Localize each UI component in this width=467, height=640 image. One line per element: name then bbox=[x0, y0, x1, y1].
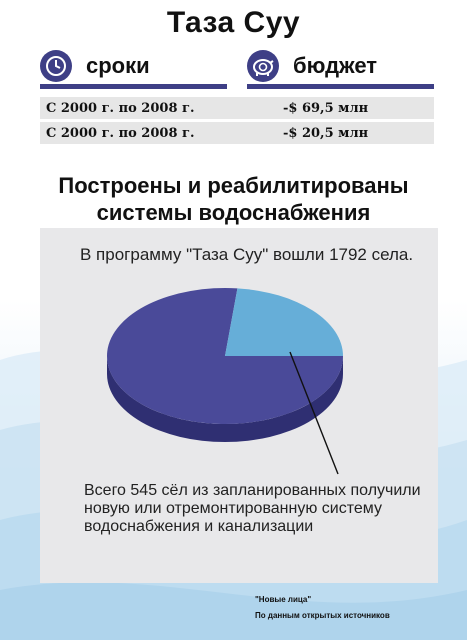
budget-header-label: бюджет bbox=[293, 53, 378, 78]
source-caption: По данным открытых источников bbox=[255, 611, 390, 620]
budget-row bbox=[40, 122, 434, 144]
villages-total-text: В программу "Таза Суу" вошли 1792 села. bbox=[80, 245, 414, 264]
callout-line bbox=[280, 350, 350, 480]
source-note bbox=[255, 592, 465, 624]
budget-divider bbox=[247, 84, 434, 89]
publisher-name: "Новые лица" bbox=[255, 595, 312, 604]
terms-header bbox=[40, 50, 227, 82]
terms-divider bbox=[40, 84, 227, 89]
section-heading-line-1: Построены и реабилитированы bbox=[58, 173, 409, 198]
row-period: С 2000 г. по 2008 г. bbox=[46, 125, 195, 141]
section-heading bbox=[0, 172, 467, 226]
clock-icon bbox=[40, 50, 72, 82]
row-amount: -$ 20,5 млн bbox=[283, 125, 369, 141]
row-period: С 2000 г. по 2008 г. bbox=[46, 100, 195, 116]
budget-header bbox=[247, 50, 434, 82]
piggy-bank-icon bbox=[247, 50, 279, 82]
villages-completed-text: Всего 545 сёл из запланированных получили новую или отремонтированную систему водоснабжения и канализации bbox=[84, 482, 421, 535]
terms-header-label: сроки bbox=[86, 53, 150, 78]
page-title: Таза Суу bbox=[166, 6, 301, 39]
section-heading-line-2: системы водоснабжения bbox=[96, 200, 371, 225]
row-amount: -$ 69,5 млн bbox=[283, 100, 369, 116]
pie-slice-completed bbox=[225, 288, 343, 356]
budget-row bbox=[40, 97, 434, 119]
